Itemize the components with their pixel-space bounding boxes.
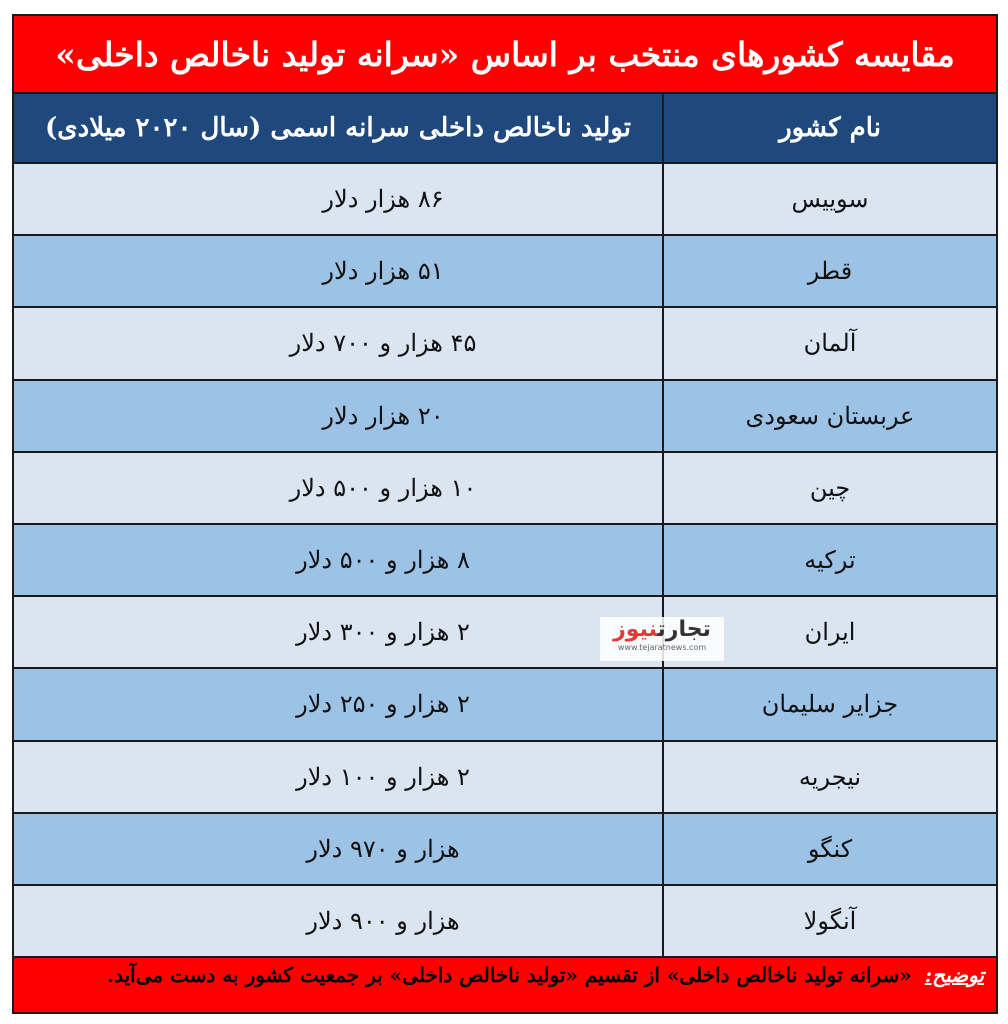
- country-cell: آلمان: [662, 308, 996, 378]
- country-cell: چین: [662, 453, 996, 523]
- watermark-logo: [600, 617, 724, 661]
- footer-note: [14, 956, 996, 1012]
- gdp-cell: [14, 308, 662, 378]
- gdp-value: ۴۵ هزار و ۷۰۰ دلار: [289, 329, 477, 358]
- country-cell: ایران: [662, 597, 996, 667]
- country-cell: کنگو: [662, 814, 996, 884]
- table-row: [14, 742, 996, 814]
- table-row: [14, 164, 996, 236]
- gdp-cell: [14, 164, 662, 234]
- country-cell: ترکیه: [662, 525, 996, 595]
- country-cell: قطر: [662, 236, 996, 306]
- table-row: [14, 236, 996, 308]
- watermark-url: www.tejaratnews.com: [617, 643, 707, 652]
- table-row: [14, 669, 996, 741]
- table-row: [14, 381, 996, 453]
- country-cell: سوییس: [662, 164, 996, 234]
- gdp-cell: [14, 236, 662, 306]
- infographic-frame: [12, 14, 998, 1014]
- page-title: مقایسه کشورهای منتخب بر اساس «سرانه تولید ناخالص داخلی»: [14, 16, 996, 94]
- footer-text: «سرانه تولید ناخالص داخلی» از تقسیم «تولید ناخالص داخلی» بر جمعیت کشور به دست می‌آید.: [107, 963, 912, 987]
- gdp-cell: [14, 453, 662, 523]
- footer-label: توضیح:: [924, 963, 984, 987]
- gdp-value: ۲ هزار و ۳۰۰ دلار: [296, 618, 470, 647]
- table-row: [14, 308, 996, 380]
- gdp-cell: [14, 525, 662, 595]
- gdp-cell: [14, 742, 662, 812]
- gdp-value: ۲ هزار و ۲۵۰ دلار: [296, 690, 470, 719]
- gdp-cell: [14, 814, 662, 884]
- watermark-brand-part2: نیوز: [613, 617, 658, 642]
- header-gdp: تولید ناخالص داخلی سرانه اسمی (سال ۲۰۲۰ میلادی): [44, 113, 632, 143]
- table-body: [14, 164, 996, 956]
- table-row: [14, 597, 996, 669]
- table-header: [14, 94, 996, 164]
- gdp-value: ۵۱ هزار دلار: [322, 257, 444, 286]
- gdp-cell: [14, 669, 662, 739]
- gdp-value: ۲ هزار و ۱۰۰ دلار: [296, 762, 470, 791]
- country-cell: عربستان سعودی: [662, 381, 996, 451]
- gdp-value: ۸۶ هزار دلار: [322, 185, 444, 214]
- table-row: [14, 814, 996, 886]
- gdp-value: هزار و ۹۷۰ دلار: [306, 834, 460, 863]
- country-cell: نیجریه: [662, 742, 996, 812]
- gdp-cell: [14, 381, 662, 451]
- watermark-brand: [600, 617, 724, 643]
- header-country: نام کشور: [662, 94, 996, 162]
- gdp-value: ۸ هزار و ۵۰۰ دلار: [296, 546, 470, 575]
- gdp-value: ۱۰ هزار و ۵۰۰ دلار: [289, 473, 477, 502]
- country-cell: جزایر سلیمان: [662, 669, 996, 739]
- watermark-brand-part1: تجارت: [657, 617, 711, 642]
- country-cell: آنگولا: [662, 886, 996, 956]
- table-row: [14, 886, 996, 956]
- gdp-value: هزار و ۹۰۰ دلار: [306, 906, 460, 935]
- gdp-value: ۲۰ هزار دلار: [322, 401, 444, 430]
- gdp-cell: [14, 886, 662, 956]
- table-row: [14, 525, 996, 597]
- table-row: [14, 453, 996, 525]
- gdp-cell: [14, 597, 662, 667]
